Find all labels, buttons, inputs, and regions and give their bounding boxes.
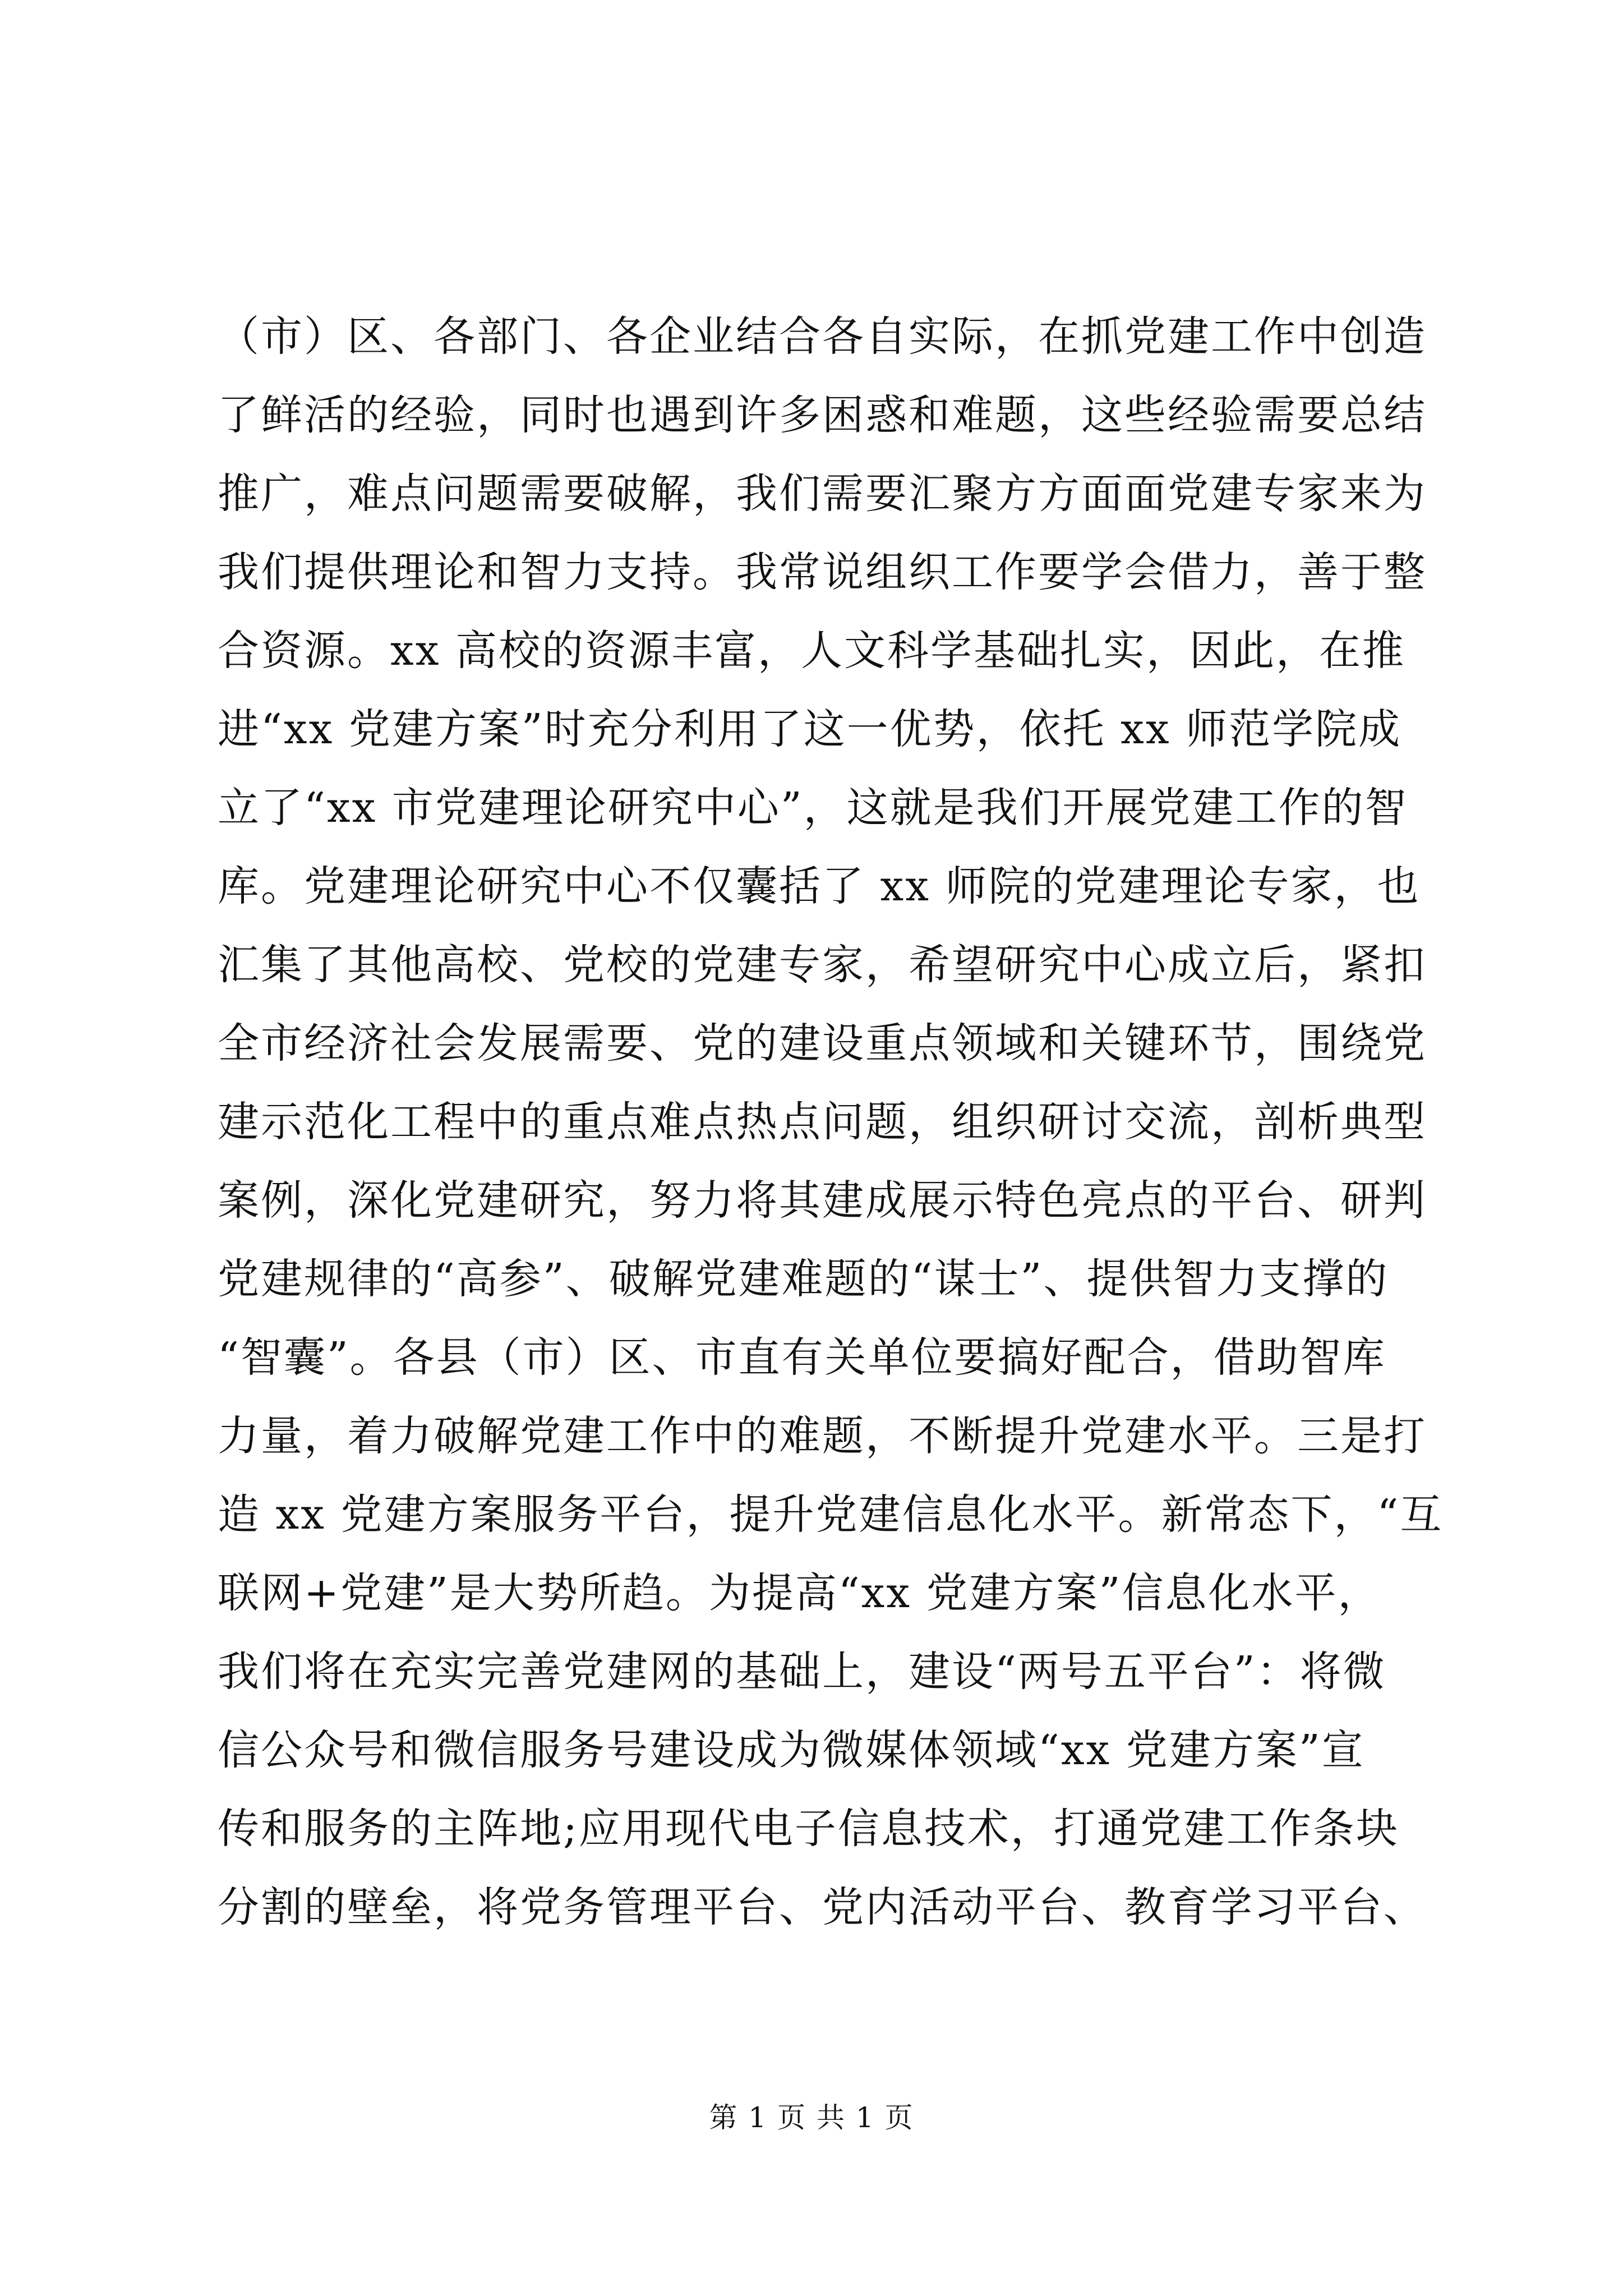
text-line: 我们提供理论和智力支持。我常说组织工作要学会借力，善于整	[218, 548, 1427, 596]
text-line: 全市经济社会发展需要、党的建设重点领域和关键环节，围绕党	[218, 1019, 1427, 1068]
text-line: 建示范化工程中的重点难点热点问题，组织研讨交流，剖析典型	[218, 1098, 1427, 1146]
text-line: 力量，着力破解党建工作中的难题，不断提升党建水平。三是打	[218, 1412, 1427, 1460]
text-line: 造 xx 党建方案服务平台，提升党建信息化水平。新常态下，“互	[218, 1490, 1444, 1539]
text-line: 案例，深化党建研究，努力将其建成展示特色亮点的平台、研判	[218, 1176, 1427, 1225]
text-line: 传和服务的主阵地;应用现代电子信息技术，打通党建工作条块	[218, 1805, 1399, 1853]
page-footer: 第 1 页 共 1 页	[709, 2101, 914, 2134]
text-line: 汇集了其他高校、党校的党建专家，希望研究中心成立后，紧扣	[218, 941, 1427, 989]
text-line: 立了“xx 市党建理论研究中心”，这就是我们开展党建工作的智	[218, 784, 1408, 832]
text-line: 库。党建理论研究中心不仅囊括了 xx 师院的党建理论专家，也	[218, 862, 1421, 910]
text-line: 党建规律的“高参”、破解党建难题的“谋士”、提供智力支撑的	[218, 1255, 1389, 1303]
text-line: 我们将在充实完善党建网的基础上，建设“两号五平台”：将微	[218, 1648, 1386, 1696]
text-line: （市）区、各部门、各企业结合各自实际，在抓党建工作中创造	[218, 312, 1427, 361]
text-line: “智囊”。各县（市）区、市直有关单位要搞好配合，借助智库	[218, 1333, 1386, 1382]
text-line: 进“xx 党建方案”时充分利用了这一优势，依托 xx 师范学院成	[218, 705, 1402, 753]
text-line: 联网+党建”是大势所趋。为提高“xx 党建方案”信息化水平，	[218, 1569, 1381, 1617]
text-line: 分割的壁垒，将党务管理平台、党内活动平台、教育学习平台、	[218, 1883, 1427, 1931]
text-line: 信公众号和微信服务号建设成为微媒体领域“xx 党建方案”宣	[218, 1726, 1365, 1774]
text-line: 合资源。xx 高校的资源丰富，人文科学基础扎实，因此，在推	[218, 627, 1405, 675]
text-line: 推广，难点问题需要破解，我们需要汇聚方方面面党建专家来为	[218, 470, 1427, 518]
text-line: 了鲜活的经验，同时也遇到许多困惑和难题，这些经验需要总结	[218, 391, 1427, 439]
